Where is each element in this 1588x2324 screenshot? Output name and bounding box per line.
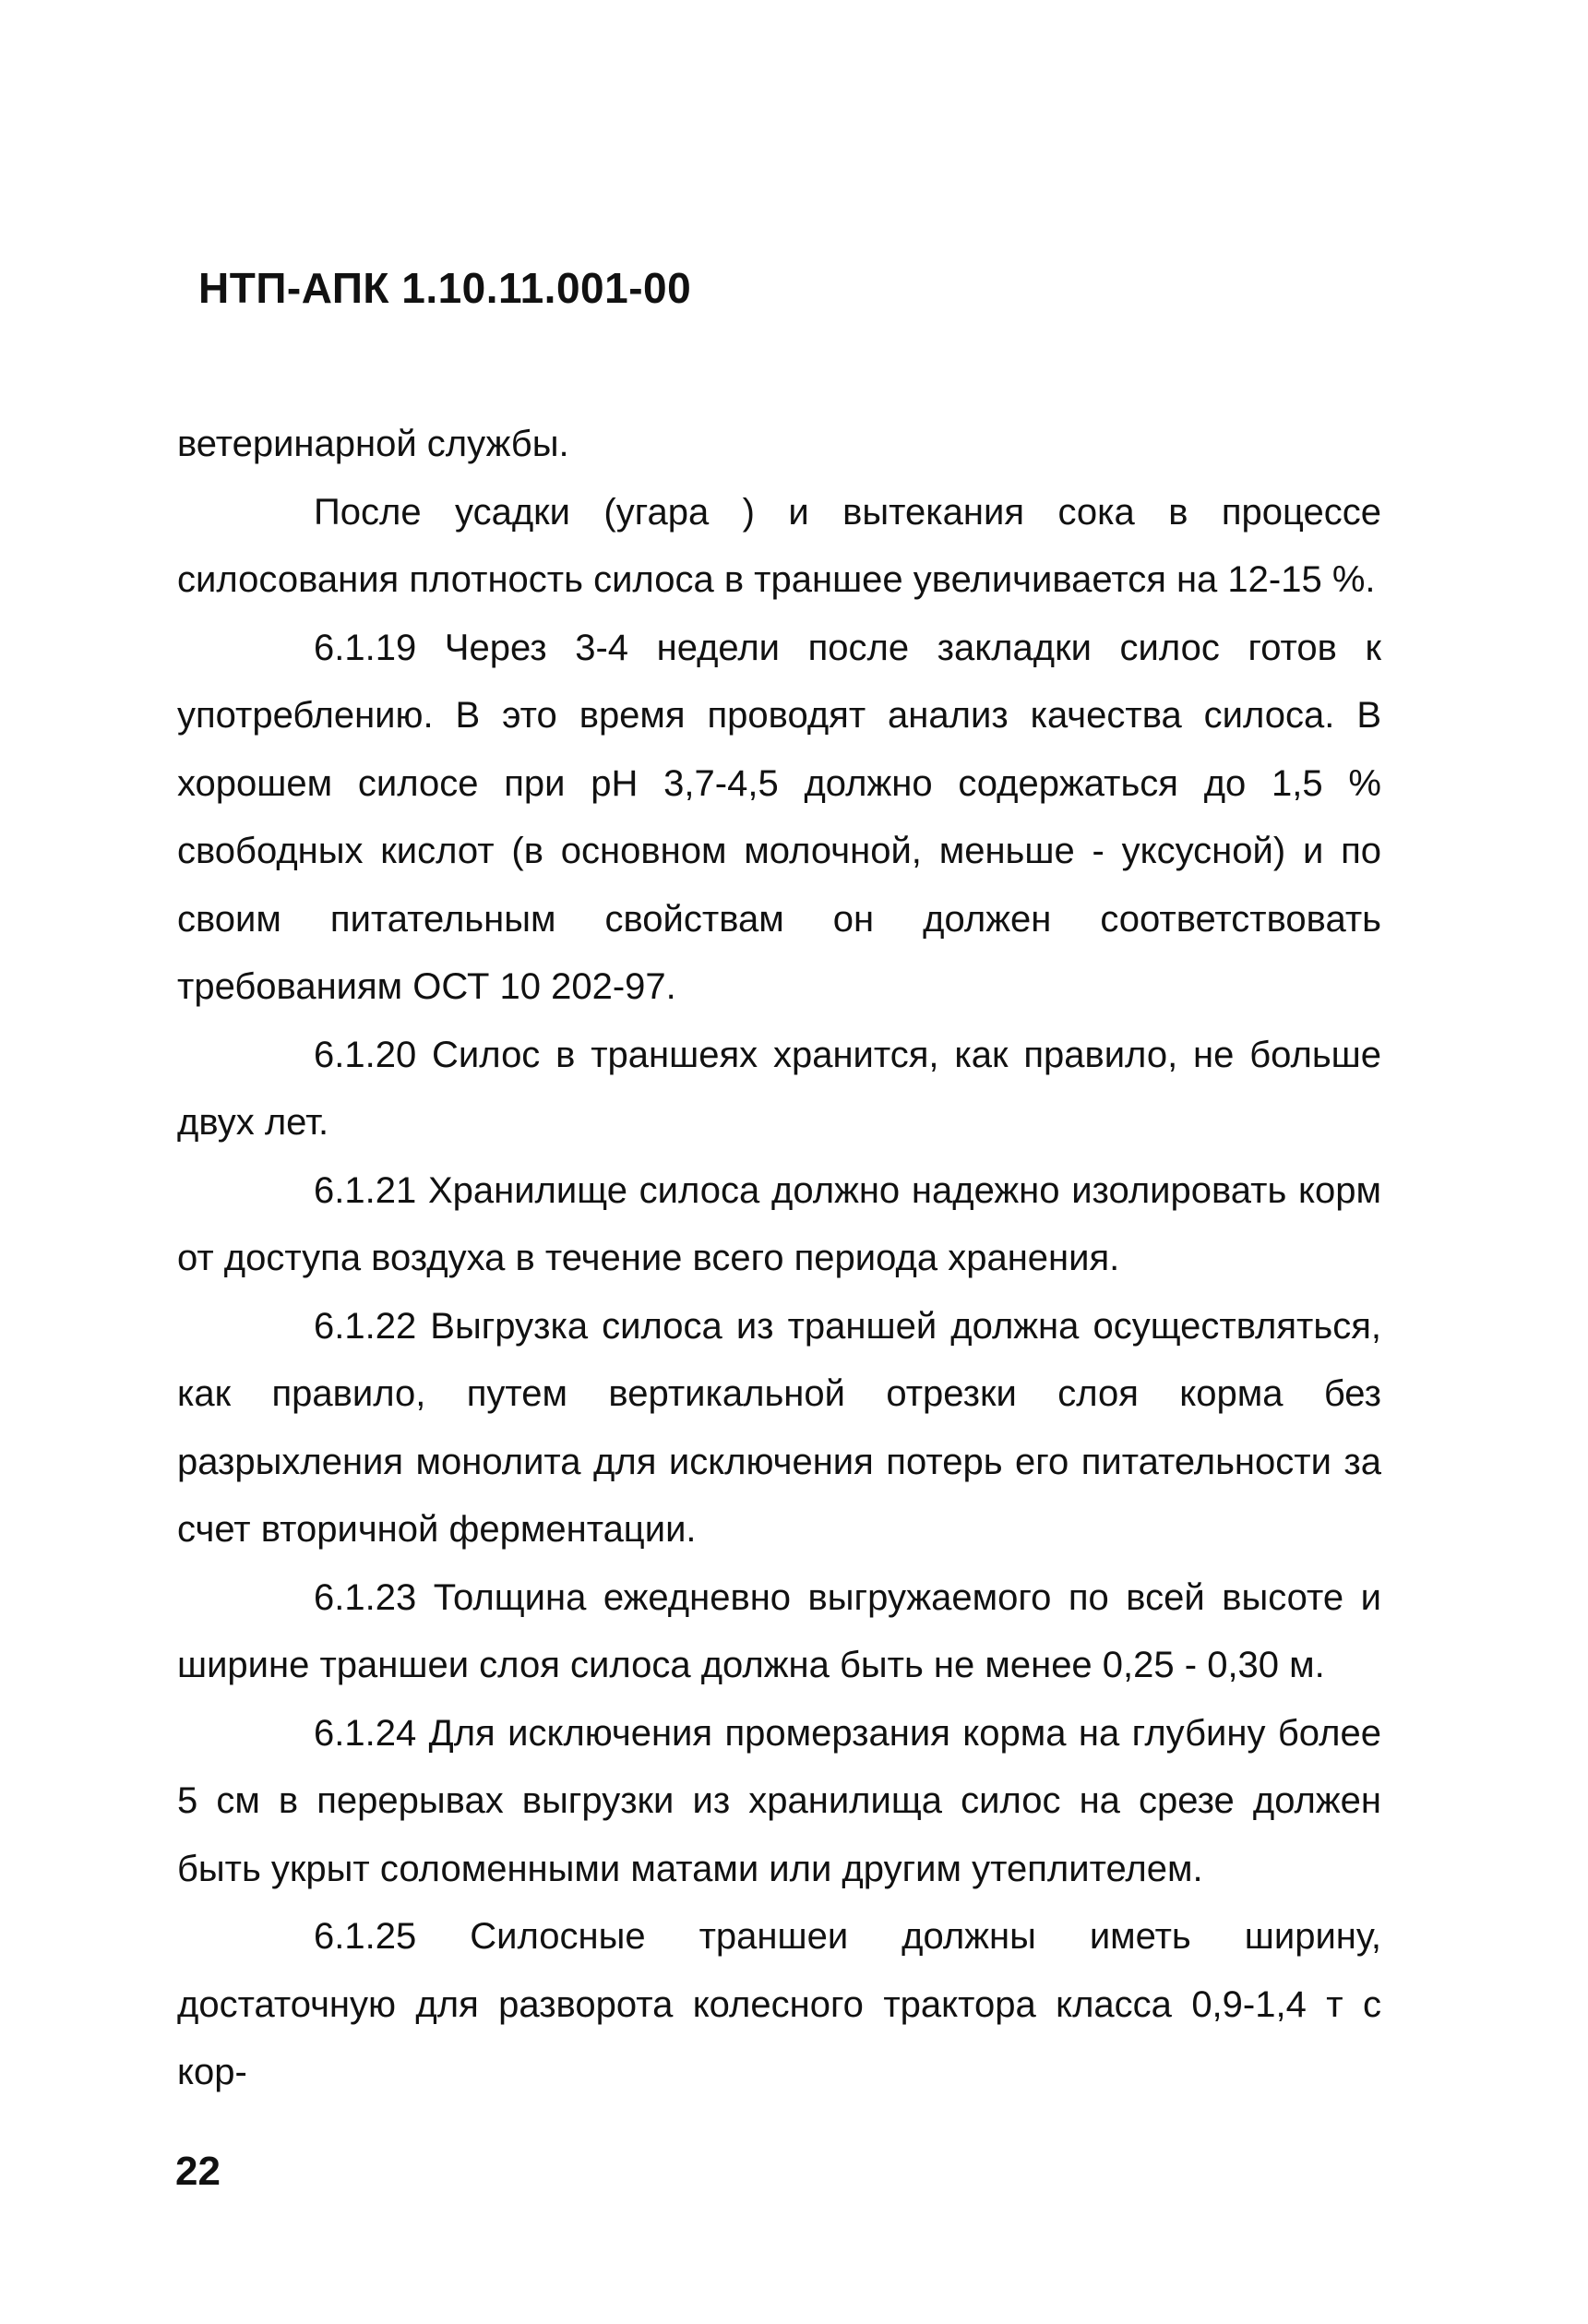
- paragraph-6-1-23: 6.1.23 Толщина ежедневно выгружаемого по всей высоте и ширине траншеи слоя силоса должна быть не менее 0,25 - 0,30 м.: [177, 1576, 1381, 1685]
- paragraph-6-1-21: 6.1.21 Хранилище силоса должно надежно изолировать корм от доступа воздуха в течение всего периода хранения.: [177, 1169, 1381, 1278]
- paragraph: После усадки (угара ) и вытекания сока в процессе силосования плотность силоса в траншее увеличивается на 12-15 %.: [177, 491, 1381, 600]
- paragraph-6-1-24: 6.1.24 Для исключения промерзания корма на глубину более 5 см в перерывах выгрузки из хранилища силос на срезе должен быть укрыт соломенными матами или другим утеплителем.: [177, 1712, 1381, 1889]
- page-number: 22: [175, 2149, 221, 2194]
- paragraph-6-1-25: 6.1.25 Силосные траншеи должны иметь ширину, достаточную для разворота колесного трактора класса 0,9-1,4 т с кор-: [177, 1916, 1381, 2092]
- body-text: [177, 411, 1381, 2107]
- paragraph-6-1-22: 6.1.22 Выгрузка силоса из траншей должна осуществляться, как правило, путем вертикальной отрезки слоя корма без разрыхления монолита для исключения потерь его питательности за счет вторичной ферментации.: [177, 1305, 1381, 1550]
- document-code: НТП-АПК 1.10.11.001-00: [198, 264, 692, 312]
- paragraph-6-1-19: 6.1.19 Через 3-4 недели после закладки силос готов к употреблению. В это время проводят анализ качества силоса. В хорошем силосе при рН 3,7-4,5 должно содержаться до 1,5 % свободных кислот (в основном молочной, меньше - уксусной) и по своим питательным свойствам он должен соответствовать требованиям ОСТ 10 202-97.: [177, 627, 1381, 1007]
- paragraph-6-1-20: 6.1.20 Силос в траншеях хранится, как правило, не больше двух лет.: [177, 1034, 1381, 1143]
- continuation-line: ветеринарной службы.: [177, 424, 569, 464]
